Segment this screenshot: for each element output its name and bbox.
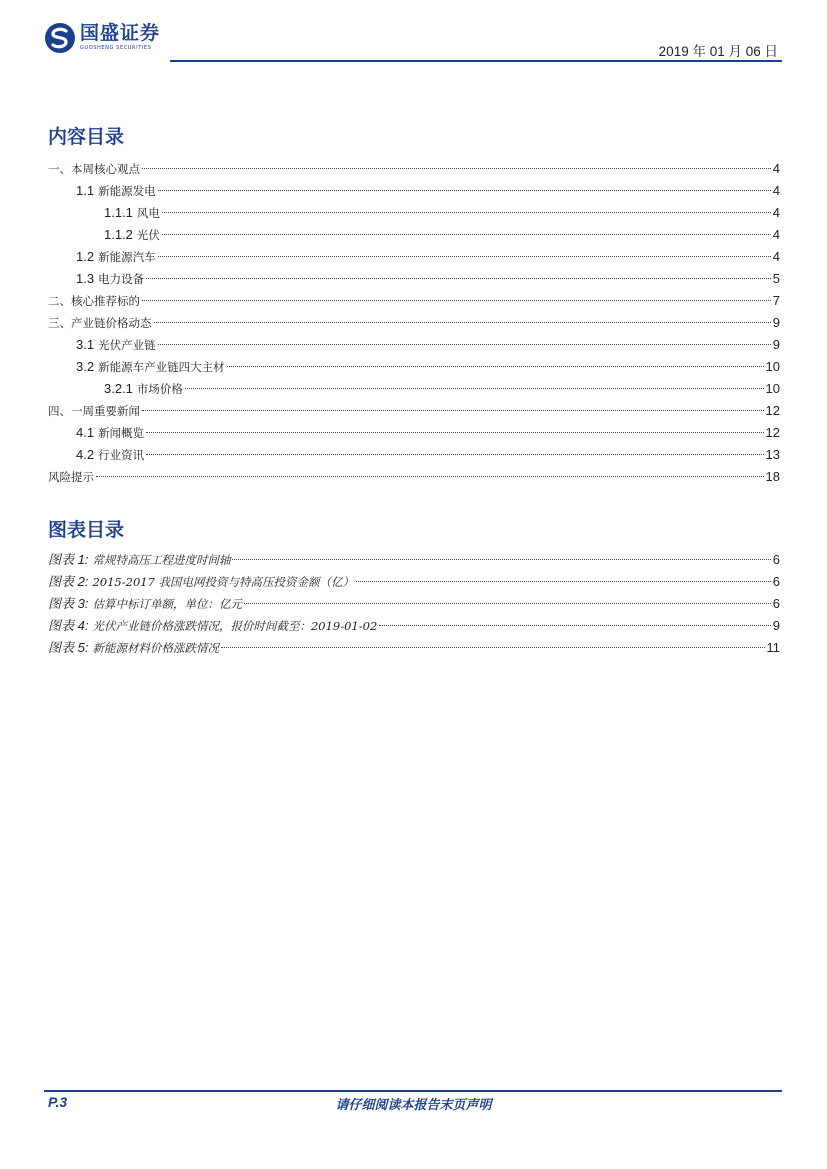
toc-entry-number: 1.2 <box>76 249 95 264</box>
toc-leader-dots <box>162 212 771 213</box>
figure-entry-text: 光伏产业链价格涨跌情况，报价时间截至：2019-01-02 <box>92 619 378 633</box>
toc-entry-page: 13 <box>765 447 780 462</box>
toc-entry-text: 电力设备 <box>98 272 145 286</box>
toc-entry-text: 新能源发电 <box>98 184 156 198</box>
figure-entry-number: 图表 3: <box>48 596 89 611</box>
figure-entry-label <box>48 550 230 570</box>
header-divider <box>170 60 782 62</box>
figure-entry[interactable] <box>48 594 780 614</box>
figure-list-title: 图表目录 <box>48 519 125 541</box>
toc-entry-text: 风电 <box>136 206 160 220</box>
toc-entry-page: 4 <box>772 161 780 176</box>
toc-entry-label <box>48 401 140 421</box>
figure-entry-label <box>48 616 377 636</box>
toc-leader-dots <box>142 168 771 169</box>
toc-entry-label <box>76 357 225 377</box>
toc-leader-dots <box>146 432 763 433</box>
toc-entry[interactable] <box>48 313 780 333</box>
figure-entry[interactable] <box>48 572 780 592</box>
toc-entry-text: 四、一周重要新闻 <box>48 404 140 418</box>
figure-leader-dots <box>379 625 770 626</box>
figure-entry-page: 6 <box>772 574 780 589</box>
toc-entry-label <box>76 335 156 355</box>
toc-entry-number: 4.1 <box>76 425 95 440</box>
toc-leader-dots <box>185 388 764 389</box>
logo-english-name: GUOSHENG SECURITIES <box>80 45 152 51</box>
toc-entry-label <box>76 445 144 465</box>
logo-icon <box>44 22 76 54</box>
figure-entry-page: 6 <box>772 596 780 611</box>
toc-entry-text: 行业资讯 <box>98 448 145 462</box>
figure-leader-dots <box>221 647 765 648</box>
toc-entry-number: 1.1.1 <box>104 205 133 220</box>
toc-entry-label <box>104 225 160 245</box>
toc-entry-number: 4.2 <box>76 447 95 462</box>
toc-entry-page: 5 <box>772 271 780 286</box>
toc-entry-page: 9 <box>772 337 780 352</box>
toc-leader-dots <box>227 366 764 367</box>
toc-entry-number: 3.2 <box>76 359 95 374</box>
toc-entry[interactable] <box>76 423 780 443</box>
toc-entry-number: 1.1.2 <box>104 227 133 242</box>
toc-entry-page: 9 <box>772 315 780 330</box>
toc-leader-dots <box>158 190 771 191</box>
toc-entry[interactable] <box>104 379 780 399</box>
toc-leader-dots <box>146 454 763 455</box>
toc-entry-page: 12 <box>765 425 780 440</box>
figure-entry-text: 2015-2017 我国电网投资与特高压投资金额（亿） <box>92 575 355 589</box>
toc-entry-page: 18 <box>765 469 780 484</box>
toc-entry-text: 风险提示 <box>48 470 94 484</box>
toc-entry-text: 光伏 <box>136 228 160 242</box>
toc-entry-label <box>76 269 144 289</box>
report-date: 2019 年 01 月 06 日 <box>658 44 778 59</box>
toc-leader-dots <box>96 476 764 477</box>
toc-entry-page: 4 <box>772 183 780 198</box>
toc-leader-dots <box>142 300 771 301</box>
toc-entry-label <box>48 313 152 333</box>
toc-entry-label <box>48 291 140 311</box>
toc-entry[interactable] <box>76 357 780 377</box>
figure-leader-dots <box>244 603 771 604</box>
toc-leader-dots <box>162 234 771 235</box>
toc-entry[interactable] <box>48 401 780 421</box>
toc-entry-label <box>48 159 140 179</box>
toc-entry-page: 4 <box>772 227 780 242</box>
figure-entry-label <box>48 638 219 658</box>
toc-leader-dots <box>158 344 771 345</box>
figure-entry[interactable] <box>48 616 780 636</box>
figure-entry-number: 图表 1: <box>48 552 89 567</box>
toc-entry-page: 4 <box>772 205 780 220</box>
toc-entry-page: 7 <box>772 293 780 308</box>
figure-entry-text: 常规特高压工程进度时间轴 <box>92 553 231 567</box>
toc-entry[interactable] <box>104 225 780 245</box>
toc-entry-page: 4 <box>772 249 780 264</box>
toc-entry-text: 二、核心推荐标的 <box>48 294 140 308</box>
toc-entry-label <box>76 247 156 267</box>
figure-entry[interactable] <box>48 638 780 658</box>
toc-entry-label <box>76 181 156 201</box>
toc-entry-number: 1.1 <box>76 183 95 198</box>
figure-entry-text: 新能源材料价格涨跌情况 <box>92 641 219 655</box>
toc-entry-text: 一、本周核心观点 <box>48 162 140 176</box>
figure-leader-dots <box>356 581 771 582</box>
toc-entry-text: 新能源车产业链四大主材 <box>98 360 225 374</box>
toc-entry[interactable] <box>76 269 780 289</box>
toc-leader-dots <box>154 322 771 323</box>
toc-entry-number: 3.1 <box>76 337 95 352</box>
toc-entry-number: 1.3 <box>76 271 95 286</box>
toc-leader-dots <box>142 410 764 411</box>
figure-entry-page: 11 <box>766 640 780 655</box>
toc-entry-text: 三、产业链价格动态 <box>48 316 152 330</box>
toc-entry-text: 新能源汽车 <box>98 250 156 264</box>
toc-entry-page: 10 <box>765 381 780 396</box>
toc-entry-number: 3.2.1 <box>104 381 133 396</box>
toc-entry-page: 10 <box>765 359 780 374</box>
toc-entry-text: 光伏产业链 <box>98 338 156 352</box>
figure-entry-number: 图表 4: <box>48 618 89 633</box>
figure-entry-label <box>48 594 242 614</box>
toc-entry-label <box>104 203 160 223</box>
disclaimer-note: 请仔细阅读本报告末页声明 <box>335 1098 492 1113</box>
toc-entry-text: 新闻概览 <box>98 426 145 440</box>
figure-entry-page: 6 <box>772 552 780 567</box>
toc-entry[interactable] <box>48 159 780 179</box>
figure-leader-dots <box>232 559 770 560</box>
logo-chinese-name: 国盛证券 <box>80 22 161 44</box>
footer-divider <box>44 1090 782 1092</box>
toc-leader-dots <box>146 278 771 279</box>
page-number: P.3 <box>48 1094 68 1110</box>
toc-entry[interactable] <box>76 445 780 465</box>
toc-entry[interactable] <box>48 467 780 487</box>
toc-entry-label <box>104 379 183 399</box>
figure-entry-label <box>48 572 354 592</box>
toc-entry-text: 市场价格 <box>136 382 183 396</box>
toc-entry[interactable] <box>76 181 780 201</box>
figure-entry-number: 图表 5: <box>48 640 89 655</box>
toc-entry-label <box>76 423 144 443</box>
toc-entry[interactable] <box>104 203 780 223</box>
company-logo <box>44 22 160 60</box>
toc-entry[interactable] <box>76 335 780 355</box>
toc-entry-page: 12 <box>765 403 780 418</box>
toc-title: 内容目录 <box>48 126 125 148</box>
toc-entry[interactable] <box>76 247 780 267</box>
toc-entry[interactable] <box>48 291 780 311</box>
figure-entry-number: 图表 2: <box>48 574 89 589</box>
figure-entry[interactable] <box>48 550 780 570</box>
toc-leader-dots <box>158 256 771 257</box>
page-header <box>44 22 782 62</box>
figure-entry-page: 9 <box>772 618 780 633</box>
figure-entry-text: 估算中标订单额，单位：亿元 <box>92 597 242 611</box>
toc-entry-label <box>48 467 94 487</box>
